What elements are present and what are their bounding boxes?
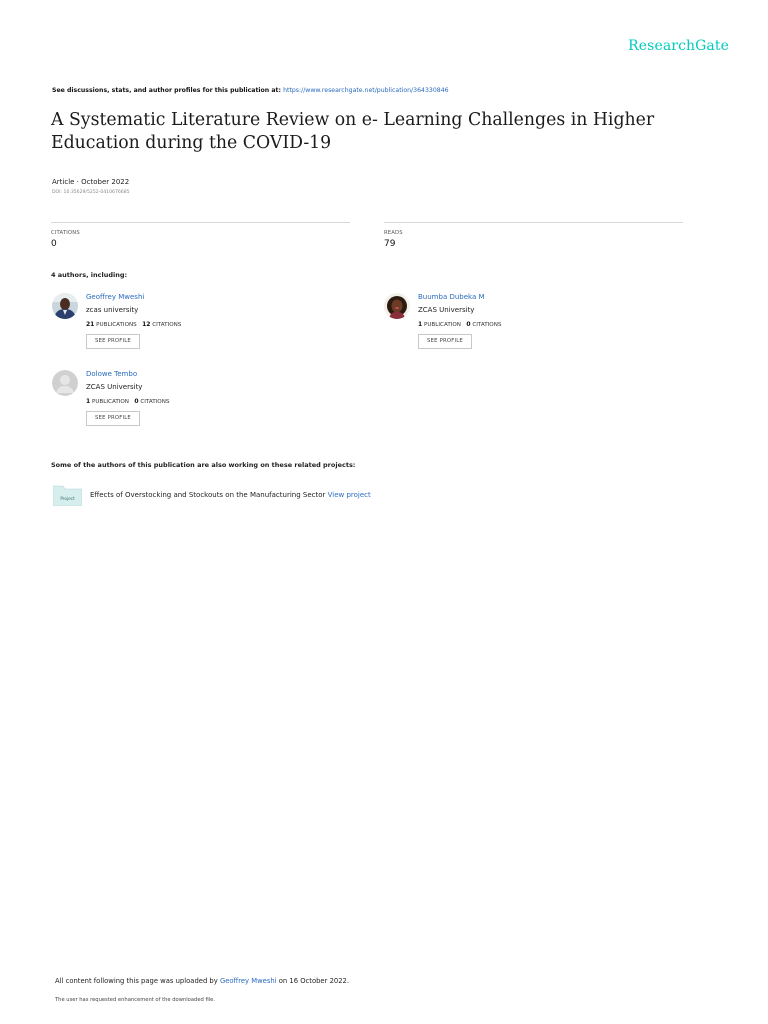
see-profile-button[interactable]: SEE PROFILE	[418, 334, 472, 349]
related-project	[90, 491, 371, 499]
citations-label: CITATIONS	[472, 322, 502, 328]
publications-count: 21	[86, 321, 95, 328]
uploader-link[interactable]: Geoffrey Mweshi	[219, 977, 277, 985]
citations-value: 0	[51, 239, 57, 249]
publication-url-link[interactable]: https://www.researchgate.net/publication/364330846	[283, 87, 449, 94]
article-type-date: Article · October 2022	[52, 178, 130, 186]
see-profile-button[interactable]: SEE PROFILE	[86, 411, 140, 426]
publications-label: PUBLICATIONS	[96, 322, 137, 328]
author-name[interactable]: Geoffrey Mweshi	[86, 293, 145, 301]
author-affiliation: ZCAS University	[86, 383, 143, 391]
publication-title: A Systematic Literature Review on e- Learning Challenges in Higher Education during the COVID-19	[51, 110, 655, 153]
author-stats	[86, 321, 181, 328]
reads-value: 79	[384, 239, 396, 249]
author-stats	[418, 321, 501, 328]
author-affiliation: zcas university	[86, 306, 139, 314]
citations-count: 0	[134, 398, 139, 405]
view-project-link[interactable]: View project	[327, 491, 371, 499]
uploaded-suffix: on 16 October 2022.	[278, 977, 350, 985]
discussion-line	[52, 87, 449, 94]
citations-label: CITATIONS	[152, 322, 182, 328]
project-folder-icon[interactable]	[53, 485, 82, 505]
related-projects-heading: Some of the authors of this publication are also working on these related projects:	[51, 461, 356, 469]
publications-count: 1	[418, 321, 423, 328]
publications-count: 1	[86, 398, 91, 405]
project-title: Effects of Overstocking and Stockouts on the Manufacturing Sector	[90, 491, 326, 499]
doi: DOI: 10.35629/5252-0410676685	[52, 190, 130, 195]
author-name[interactable]: Dolowe Tembo	[86, 370, 138, 378]
researchgate-logo[interactable]: ResearchGate	[628, 38, 729, 54]
citations-count: 0	[466, 321, 471, 328]
avatar-placeholder[interactable]	[52, 370, 78, 396]
see-profile-button[interactable]: SEE PROFILE	[86, 334, 140, 349]
reads-divider	[384, 222, 683, 223]
author-affiliation: ZCAS University	[418, 306, 475, 314]
enhancement-note: The user has requested enhancement of the downloaded file.	[55, 997, 216, 1003]
reads-label: READS	[384, 230, 403, 236]
avatar[interactable]	[52, 293, 78, 319]
author-stats	[86, 398, 169, 405]
publications-label: PUBLICATION	[91, 399, 129, 405]
project-icon-label: Project	[60, 496, 75, 501]
discussion-prefix: See discussions, stats, and author profiles for this publication at:	[52, 87, 281, 94]
publications-label: PUBLICATION	[423, 322, 461, 328]
citations-label: CITATIONS	[51, 230, 80, 236]
citations-divider	[51, 222, 350, 223]
author-name[interactable]: Buumba Dubeka M	[418, 293, 485, 301]
uploaded-prefix: All content following this page was uploaded by	[55, 977, 218, 985]
authors-heading: 4 authors, including:	[51, 271, 128, 279]
citations-label: CITATIONS	[140, 399, 170, 405]
citations-count: 12	[142, 321, 151, 328]
avatar[interactable]	[384, 293, 410, 319]
upload-note	[55, 977, 349, 985]
